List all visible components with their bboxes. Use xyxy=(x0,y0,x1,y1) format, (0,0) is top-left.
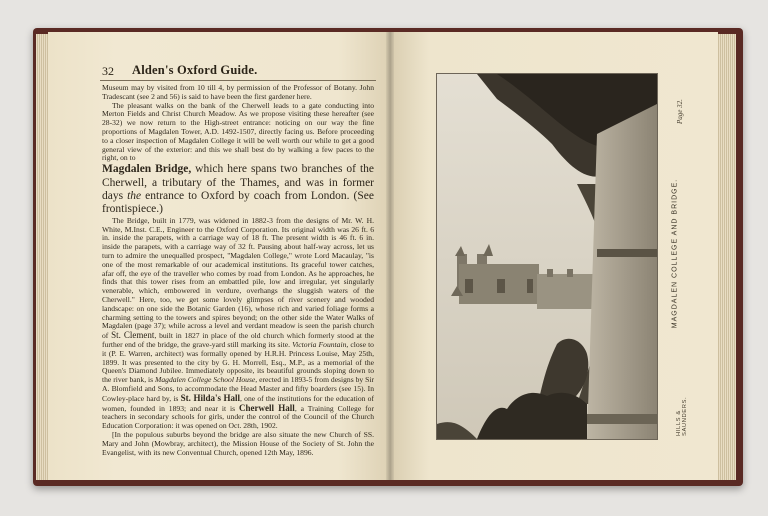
publisher-text: HILLS & SAUNDERS. xyxy=(676,396,688,436)
p4-text-b: , built in 1827 in place of the old church which formerly stood at the further end of the bridge, the grave-yard still marking its site. xyxy=(102,331,375,349)
school-house-name: Magdalen College School House xyxy=(155,375,256,385)
p4-text-d: , erected in 1893-5 from designs by Sir A. Blomfield and Sons, to accommodate the Head Master and fifty boarders (see 15). In Cowley-place hard by, is xyxy=(102,375,374,403)
plate-caption-text: MAGDALEN COLLEGE AND BRIDGE. xyxy=(671,178,679,329)
bridge-text: which here spans two branches of the Cherwell, a tributary of the Thames, and was in former days xyxy=(102,163,374,202)
body-text xyxy=(102,84,374,457)
p4-text-e: , one of the institutions for the education of women, founded in 1893; and near it is xyxy=(102,393,375,413)
p4-text-f: , a Training College for teachers in secondary schools for girls, under the control of the Council of the Church Education Corporation: it was opened on Oct. 28th, 1902. xyxy=(102,403,374,431)
page-reference xyxy=(670,96,690,124)
header-rule xyxy=(100,80,376,81)
bridge-text-end: entrance to Oxford by coach from London. (See frontispiece.) xyxy=(102,189,374,216)
magdalen-bridge-heading: Magdalen Bridge, xyxy=(102,163,192,176)
paragraph-4 xyxy=(102,217,374,431)
st-hildas-hall-name: St. Hilda's Hall xyxy=(180,392,241,403)
running-title: Alden's Oxford Guide. xyxy=(132,63,258,77)
paragraph-5: [In the populous suburbs beyond the bridge are also situate the new Church of SS. Mary and John (Mowbray, architect), the Mission House of the Society of St. John the Evangelist, with its new Conventual Church, opened 12th May, 1896. xyxy=(102,429,374,457)
page-edges-right xyxy=(716,34,736,480)
photo-magdalen-bridge xyxy=(437,74,657,439)
p4-text-c: , close to it (P. E. Warren, architect) was formally opened by H.R.H. Princess Louise, May 25th, 1899. It was presented to the city by G. H. Morrell, Esq., M.P., as a memorial of the Queen's Diamond Jubilee. Immediately opposite, its beautiful grounds sloping down to the river bank, is xyxy=(102,339,374,385)
page-number: 32 xyxy=(102,64,114,78)
book-gutter xyxy=(386,32,394,480)
page-header xyxy=(102,64,374,80)
bridge-italic: the xyxy=(127,189,142,202)
photo-plate xyxy=(436,73,658,440)
st-clement-name: St. Clement xyxy=(111,330,155,341)
p4-text-a: The Bridge, built in 1779, was widened in 1882-3 from the designs of Mr. W. H. White, M.Inst. C.E., Engineer to the Oxford Corporation. Its original width was 26 ft. 6 in. inside the parapets, with a carriage way of 18 ft. The present width is 46 ft. 6 in. inside the parapets, with a carriage way of 32 ft. Pausing about half-way across, let us turn to admire the unequalled prospect, "Magdalen College," wrote Lord Macaulay, "is one of the most remarkable of our academical institutions. Its graceful tower catches, afar off, the eye of the traveller who comes by road from London. As he approaches, he finds that this tower rises from an embattled pile, low and irregular, yet singularly venerable, which, embowered in verdure, overhangs the sluggish waters of the Cherwell." Here, too, we get some lovely glimpses of river scenery and wooded landscape: on one side the Botanic Garden (16), whose rich and varied foliage forms a charming setting to the towers and spires beyond; on the other side the Water Walks of Magdalen (page 37); while across a level and verdant meadow is seen the parish church of xyxy=(102,215,374,341)
paragraph-2: The pleasant walks on the bank of the Cherwell leads to a gate conducting into Merton Fields and Christ Church Meadow. As we propose visiting these hereafter (see 28-32) we now return to the High-street entrance: noticing on our way the fine proportions of Magdalen Tower, A.D. 1492-1507, directly facing us. Before proceeding to a closer inspection of Magdalen College it will be well worth our while to get a good general view of the exterior: and this we shall best do by walking a few paces to the right, on to xyxy=(102,100,374,163)
victoria-fountain-name: Victoria Fountain xyxy=(292,339,347,349)
paragraph-magdalen-bridge xyxy=(102,163,374,217)
photo-publisher xyxy=(664,392,704,436)
cherwell-hall-name: Cherwell Hall xyxy=(239,402,295,413)
paragraph-1: Museum may by visited from 10 till 4, by permission of the Professor of Botany. John Tradescant (see 2 and 56) is said to have been the first gardener here. xyxy=(102,83,374,101)
page-reference-text: Page 32. xyxy=(676,99,684,124)
